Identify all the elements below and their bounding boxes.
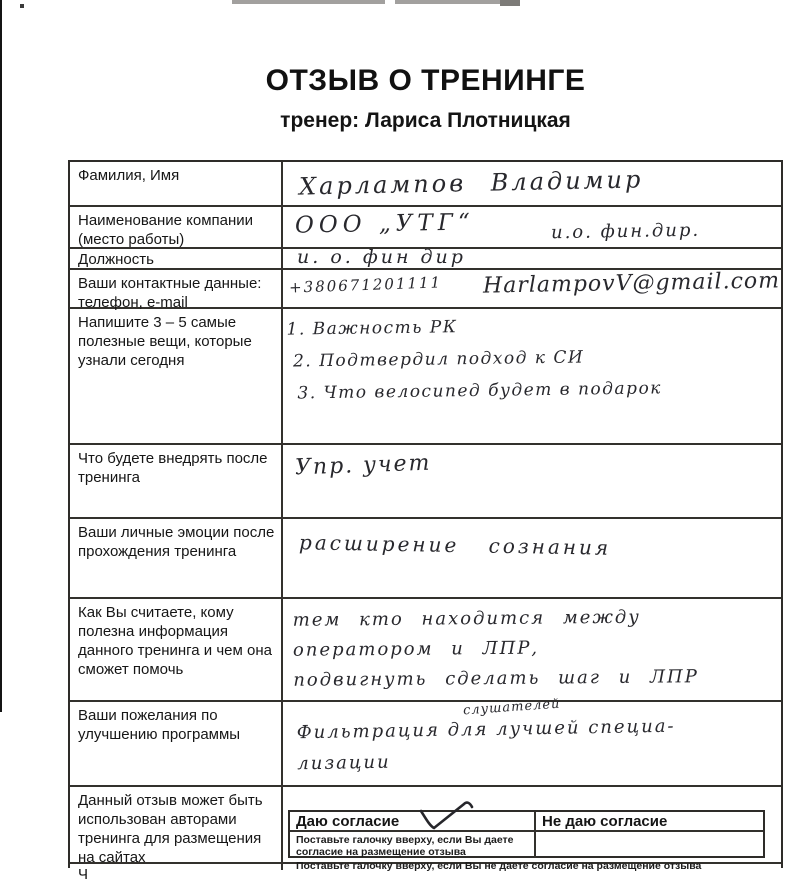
scan-smudge (232, 0, 385, 4)
table-row-useful-things (70, 309, 781, 445)
table-row-consent (70, 787, 781, 872)
handwritten-phone: +380671201111 (288, 273, 443, 297)
answer-area (283, 787, 781, 872)
handwritten-name: Харлампов Владимир (298, 165, 644, 201)
feedback-table (68, 160, 783, 883)
answer-area (283, 162, 781, 205)
consent-decline-description: Поставьте галочку вверху, если Вы не даете согласие на размещение отзыва (296, 860, 702, 872)
field-label: Должность (70, 249, 283, 268)
consent-agree-cell (290, 812, 536, 832)
table-row-implement (70, 445, 781, 519)
table-row-who-benefits (70, 599, 781, 702)
scan-smudge (395, 0, 507, 4)
scan-edge-artifact (0, 0, 2, 712)
consent-decline-label: Не даю согласие (542, 813, 668, 830)
scan-dot-artifact (20, 4, 24, 8)
handwritten-implement: Упр. учет (294, 450, 432, 481)
scan-smudge (500, 0, 520, 6)
handwritten-checkmark (418, 800, 476, 832)
handwritten-company: ООО „УТГ“ (294, 209, 475, 239)
field-label: Фамилия, Имя (70, 162, 283, 205)
table-row-name (70, 162, 781, 207)
table-row-position (70, 246, 781, 270)
answer-area (283, 445, 781, 517)
field-label: Ваши пожелания по улучшению программы (70, 702, 283, 785)
field-label: Напишите 3 – 5 самые полезные вещи, которые узнали сегодня (70, 309, 283, 443)
handwritten-email: HarlampovV@gmail.com (482, 268, 781, 299)
field-label-cutoff: Ч (70, 864, 283, 870)
table-row-company (70, 207, 781, 249)
field-label: Данный отзыв может быть использован авторами тренинга для размещения на сайтах (70, 787, 283, 862)
consent-table (288, 810, 765, 872)
answer-area (283, 864, 781, 870)
page-title: ОТЗЫВ О ТРЕНИНГЕ (265, 64, 586, 97)
answer-area (283, 519, 781, 597)
form-header (68, 64, 783, 133)
answer-area (283, 207, 781, 247)
handwritten-company-extra: и.о. фин.дир. (550, 219, 701, 244)
answer-area (283, 270, 781, 307)
trainer-subtitle: тренер: Лариса Плотницкая (280, 109, 571, 132)
answer-area (283, 246, 781, 268)
handwritten-position: и. о. фин дир (297, 246, 466, 268)
table-row-cutoff (70, 864, 781, 883)
field-label: Что будете внедрять после тренинга (70, 445, 283, 517)
answer-area (283, 696, 781, 785)
field-label: Наименование компании (место работы) (70, 207, 283, 247)
consent-agree-label: Даю согласие (296, 813, 400, 830)
field-label: Как Вы считаете, кому полезна информация данного тренинга и чем она сможет помочь (70, 599, 283, 700)
handwritten-who-benefits: тем кто находится между оператором и ЛПР, подвигнуть сделать шаг и ЛПР (292, 606, 699, 691)
handwritten-insert-word: слушателей (462, 696, 561, 719)
field-label: Ваши личные эмоции после прохождения тренинга (70, 519, 283, 597)
consent-agree-description: Поставьте галочку вверху, если Вы даете согласие на размещение отзыва (290, 832, 536, 858)
consent-decline-cell (536, 812, 763, 832)
handwritten-list: 1. Важность РК 2. Подтвердил подход к СИ 3. Что велосипед будет в подарок (286, 317, 663, 404)
handwritten-emotions: расширение сознания (298, 530, 612, 560)
field-label: Ваши контактные данные: телефон, e-mail (70, 270, 283, 307)
answer-area (283, 599, 781, 700)
table-row-contacts (70, 270, 781, 309)
table-row-wishes (70, 696, 781, 787)
answer-area (283, 309, 781, 443)
table-row-emotions (70, 519, 781, 599)
handwritten-wishes: Фильтрация для лучшей специа- лизации (296, 715, 676, 775)
